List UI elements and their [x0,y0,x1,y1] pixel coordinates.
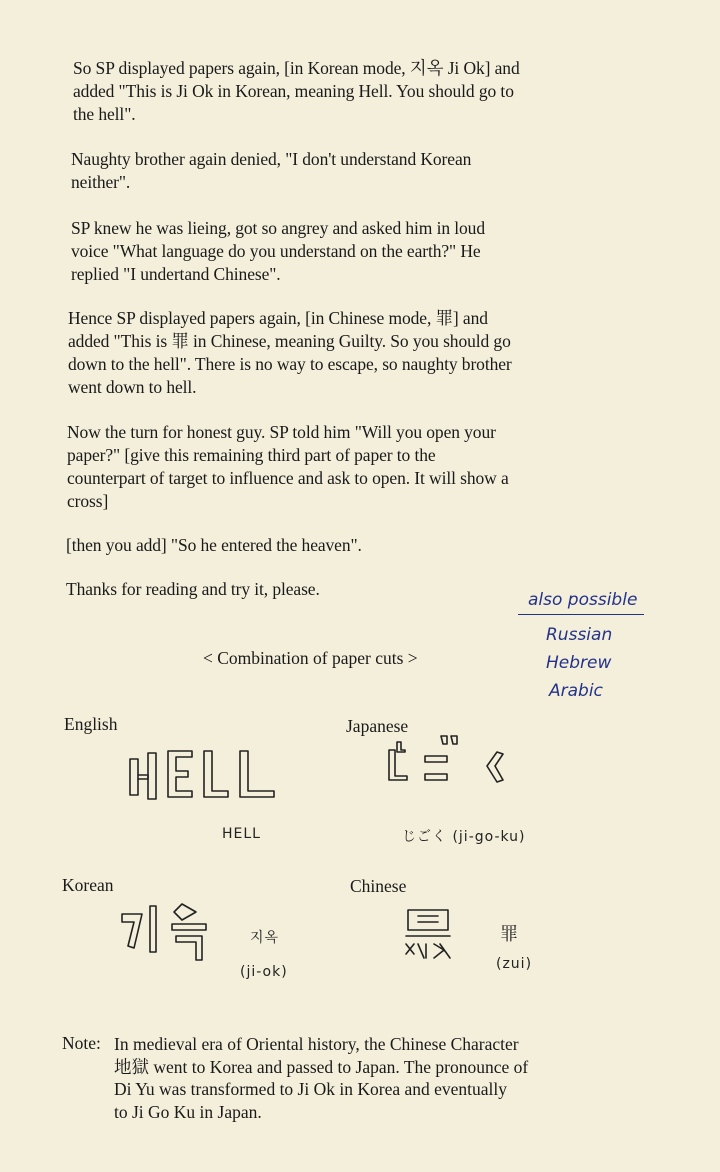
label-japanese: Japanese [346,716,409,736]
jigoku-paper-cut-figure [385,732,525,792]
paragraph-thanks: Thanks for reading and try it, please. [66,579,320,599]
label-korean: Korean [62,875,114,895]
paragraph-korean-mode: So SP displayed papers again, [in Korean mode, 지옥 Ji Ok] and added "This is Ji Ok in Korean, meaning Hell. You should go to the hell". [73,58,520,124]
margin-note-item-arabic: Arabic [549,681,603,701]
label-chinese: Chinese [350,876,407,896]
paragraph-chinese-mode: Hence SP displayed papers again, [in Chinese mode, 罪] and added "This is 罪 in Chinese, meaning Guilty. So you should go down to the hell". There is no way to escape, so naughty brother went down to hell. [68,308,512,397]
label-english: English [64,714,118,734]
paragraph-lieing: SP knew he was lieing, got so angrey and asked him in loud voice "What language do you understand on the earth?" He replied "I undertand Chinese". [71,218,485,284]
hell-paper-cut-figure [128,745,288,805]
hell-handwritten-label: HELL [222,826,261,842]
paragraph-heaven: [then you add] "So he entered the heaven". [66,535,362,555]
note-body: In medieval era of Oriental history, the Chinese Character 地獄 went to Korea and passed to Japan. The pronounce of Di Yu was transformed to Ji Ok in Korea and eventually to Ji Go Ku in Japan. [114,1034,529,1122]
margin-note-underline [518,614,644,615]
margin-note-heading: also possible [528,590,638,610]
margin-note-item-russian: Russian [546,625,613,645]
jiok-paper-cut-figure [118,900,228,970]
zui-handwritten-romanization: (zui) [496,956,533,972]
note-heading: Note: [62,1033,101,1053]
figure-caption: < Combination of paper cuts > [203,648,418,668]
jiok-handwritten-label: 지옥 [250,930,280,946]
paragraph-honest-guy: Now the turn for honest guy. SP told him "Will you open your paper?" [give this remaining third part of paper to the counterpart of target to influence and ask to open. It will show a cross] [67,422,509,511]
jigoku-handwritten-label: じごく (ji-go-ku) [402,829,526,845]
paragraph-denied-korean: Naughty brother again denied, "I don't understand Korean neither". [71,149,472,192]
zui-handwritten-character: 罪 [500,924,519,945]
margin-note-item-hebrew: Hebrew [546,653,612,673]
zui-paper-cut-figure [404,908,474,968]
jiok-handwritten-romanization: (ji-ok) [240,964,288,980]
